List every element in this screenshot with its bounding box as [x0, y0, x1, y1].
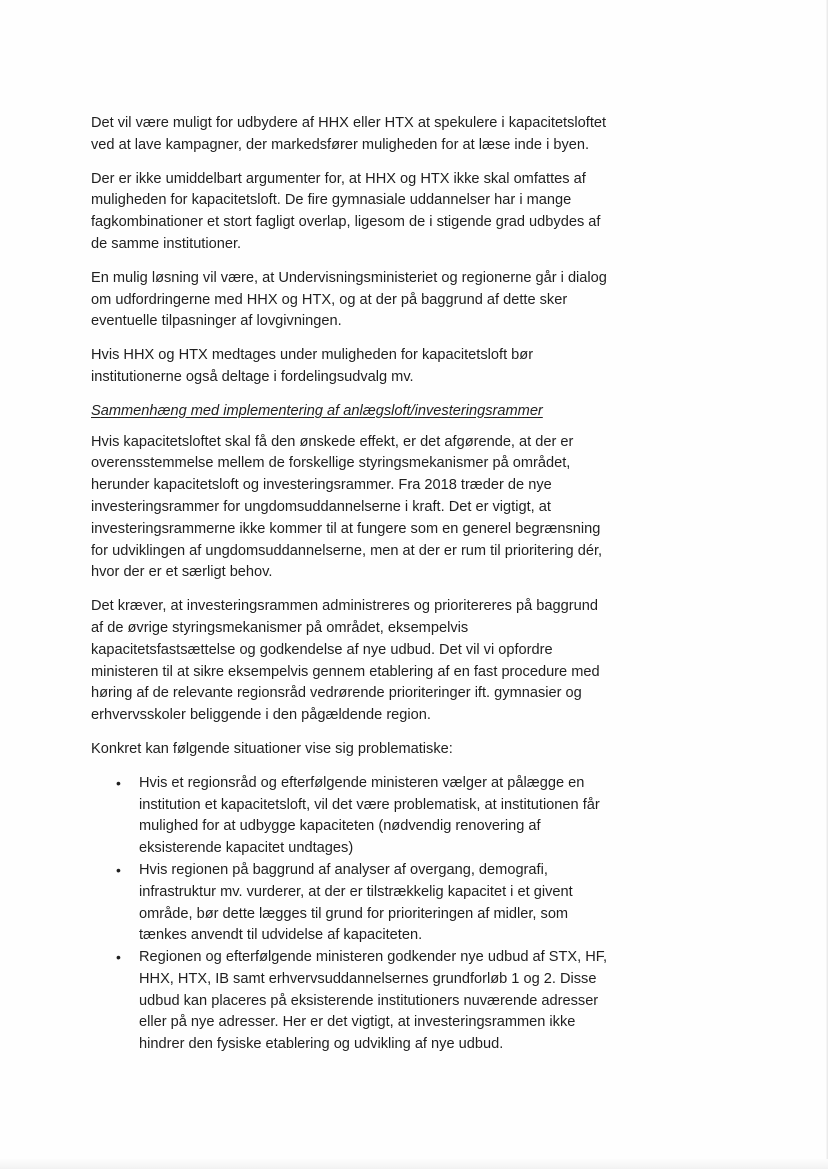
- paragraph-effect: Hvis kapacitetsloftet skal få den ønskede effekt, er det afgørende, at der er overensstemmelse mellem de forskellige styringsmekanismer på området, herunder kapacitetsloft og investeringsrammer. Fra 2018 træder de nye investeringsrammer for ungdomsuddannelserne i kraft. Det er vigtigt, at investeringsrammerne ikke kommer til at fungere som en generel begrænsning for udviklingen af ungdomsuddannelserne, men at der er rum til prioritering dér, hvor der er et særligt behov.: [91, 433, 603, 581]
- paragraph-situations-intro: Konkret kan følgende situationer vise sig problematiske:: [91, 740, 453, 757]
- bullet-icon: •: [116, 774, 121, 791]
- paragraph-requirement: Det kræver, at investeringsrammen administreres og prioritereres på baggrund af de øvrige styringsmekanismer på området, eksempelvis kapacitetsfastsættelse og godkendelse af nye udbud. Det vil vi opfordre ministeren til at sikre eksempelvis gennem etablering af en fast procedure med høring af de relevante regionsråd vedrørende prioriteringer ift. gymnasier og erhvervsskoler beliggende i den pågældende region.: [91, 598, 600, 724]
- paragraph-arguments: Der er ikke umiddelbart argumenter for, at HHX og HTX ikke skal omfattes af muligheden for kapacitetsloft. De fire gymnasiale uddannelser har i mange fagkombinationer et stort fagligt overlap, ligesom de i stigende grad udbydes af de samme institutioner.: [91, 170, 601, 252]
- list-item-text: Regionen og efterfølgende ministeren godkender nye udbud af STX, HF, HHX, HTX, IB samt erhvervsuddannelsernes grundforløb 1 og 2. Disse udbud kan placeres på eksisterende institutioners nuværende adresser eller på nye adresser. Her er det vigtigt, at investeringsrammen ikke hindrer den fysiske etablering og udvikling af nye udbud.: [139, 949, 608, 1053]
- bullet-icon: •: [116, 949, 121, 966]
- list-item: [116, 947, 611, 1056]
- bullet-icon: •: [116, 861, 121, 878]
- list-item-text: Hvis regionen på baggrund af analyser af overgang, demografi, infrastruktur mv. vurderer, at der er tilstrækkelig kapacitet i et givent område, bør dette lægges til grund for prioriteringen af midler, som tænkes anvendt til udvidelse af kapaciteten.: [139, 861, 573, 944]
- document-body: [91, 113, 611, 1056]
- section-heading: Sammenhæng med implementering af anlægsloft/investeringsrammer: [91, 402, 543, 419]
- page-bottom-shadow: [0, 1159, 828, 1169]
- situations-list: [91, 773, 611, 1056]
- list-item: [116, 860, 611, 947]
- paragraph-speculation: Det vil være muligt for udbydere af HHX eller HTX at spekulere i kapacitetsloftet ved at lave kampagner, der markedsfører muligheden for at læse inde i byen.: [91, 115, 607, 153]
- paragraph-committees: Hvis HHX og HTX medtages under muligheden for kapacitetsloft bør institutionerne også deltage i fordelingsudvalg mv.: [91, 347, 534, 385]
- list-item-text: Hvis et regionsråd og efterfølgende ministeren vælger at pålægge en institution et kapacitetsloft, vil det være problematisk, at institutionen får mulighed for at udbygge kapaciteten (nødvendig renovering af eksisterende kapacitet undtages): [139, 774, 600, 857]
- list-item: [116, 773, 611, 860]
- paragraph-solution: En mulig løsning vil være, at Undervisningsministeriet og regionerne går i dialog om udfordringerne med HHX og HTX, og at der på baggrund af dette sker eventuelle tilpasninger af lovgivningen.: [91, 269, 607, 330]
